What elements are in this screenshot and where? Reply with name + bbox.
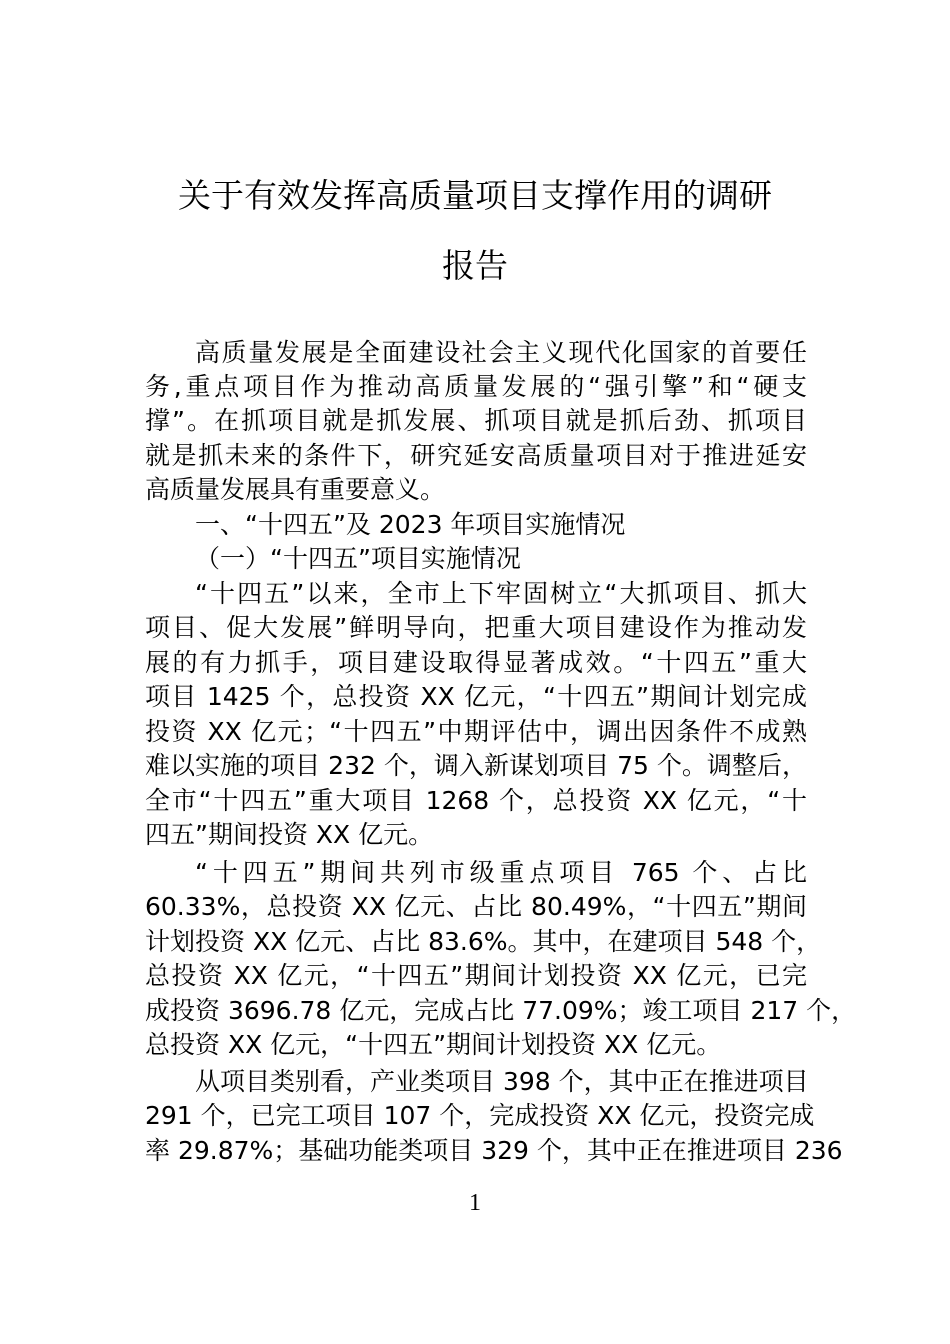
paragraph-2-line-1: “十四五”以来，全市上下牢固树立“大抓项目、抓大 [195, 579, 807, 608]
paragraph-2-line-7: 全市“十四五”重大项目 1268 个，总投资 XX 亿元，“十 [145, 786, 807, 815]
document-title-line-2: 报告 [442, 246, 508, 285]
section-heading-1: 一、“十四五”及 2023 年项目实施情况 [195, 510, 626, 539]
paragraph-2-line-8: 四五”期间投资 XX 亿元。 [145, 820, 434, 849]
paragraph-3-line-3: 计划投资 XX 亿元、占比 83.6%。其中，在建项目 548 个， [145, 927, 822, 956]
paragraph-1-line-2: 务,重点项目作为推动高质量发展的“强引擎”和“硬支 [145, 372, 807, 401]
paragraph-1-line-3: 撑”。在抓项目就是抓发展、抓项目就是抓后劲、抓项目 [145, 406, 807, 435]
paragraph-2-line-3: 展的有力抓手，项目建设取得显著成效。“十四五”重大 [145, 648, 807, 677]
paragraph-4-line-2: 291 个，已完工项目 107 个，完成投资 XX 亿元，投资完成 [145, 1101, 815, 1130]
paragraph-3-line-4: 总投资 XX 亿元，“十四五”期间计划投资 XX 亿元，已完 [145, 961, 807, 990]
paragraph-2-line-2: 项目、促大发展”鲜明导向，把重大项目建设作为推动发 [145, 613, 807, 642]
paragraph-3-line-2: 60.33%，总投资 XX 亿元、占比 80.49%，“十四五”期间 [145, 892, 807, 921]
paragraph-2-line-5: 投资 XX 亿元；“十四五”中期评估中，调出因条件不成熟 [145, 717, 807, 746]
page-number: 1 [469, 1190, 481, 1216]
paragraph-3-line-6: 总投资 XX 亿元，“十四五”期间计划投资 XX 亿元。 [145, 1030, 722, 1059]
paragraph-1-line-1: 高质量发展是全面建设社会主义现代化国家的首要任 [195, 338, 807, 367]
paragraph-4-line-3: 率 29.87%；基础功能类项目 329 个，其中正在推进项目 236 [145, 1136, 843, 1165]
paragraph-1-line-5: 高质量发展具有重要意义。 [145, 475, 446, 504]
paragraph-1-line-4: 就是抓未来的条件下，研究延安高质量项目对于推进延安 [145, 441, 807, 470]
paragraph-3-line-5: 成投资 3696.78 亿元，完成占比 77.09%；竣工项目 217 个， [145, 996, 857, 1025]
paragraph-3-line-1: “十四五”期间共列市级重点项目 765 个、占比 [195, 858, 807, 887]
paragraph-2-line-4: 项目 1425 个，总投资 XX 亿元，“十四五”期间计划完成 [145, 682, 807, 711]
paragraph-2-line-6: 难以实施的项目 232 个，调入新谋划项目 75 个。调整后， [145, 751, 807, 780]
paragraph-4-line-1: 从项目类别看，产业类项目 398 个，其中正在推进项目 [195, 1067, 809, 1096]
document-title-line-1: 关于有效发挥高质量项目支撑作用的调研 [178, 176, 772, 215]
subsection-heading-1: （一）“十四五”项目实施情况 [195, 544, 521, 573]
